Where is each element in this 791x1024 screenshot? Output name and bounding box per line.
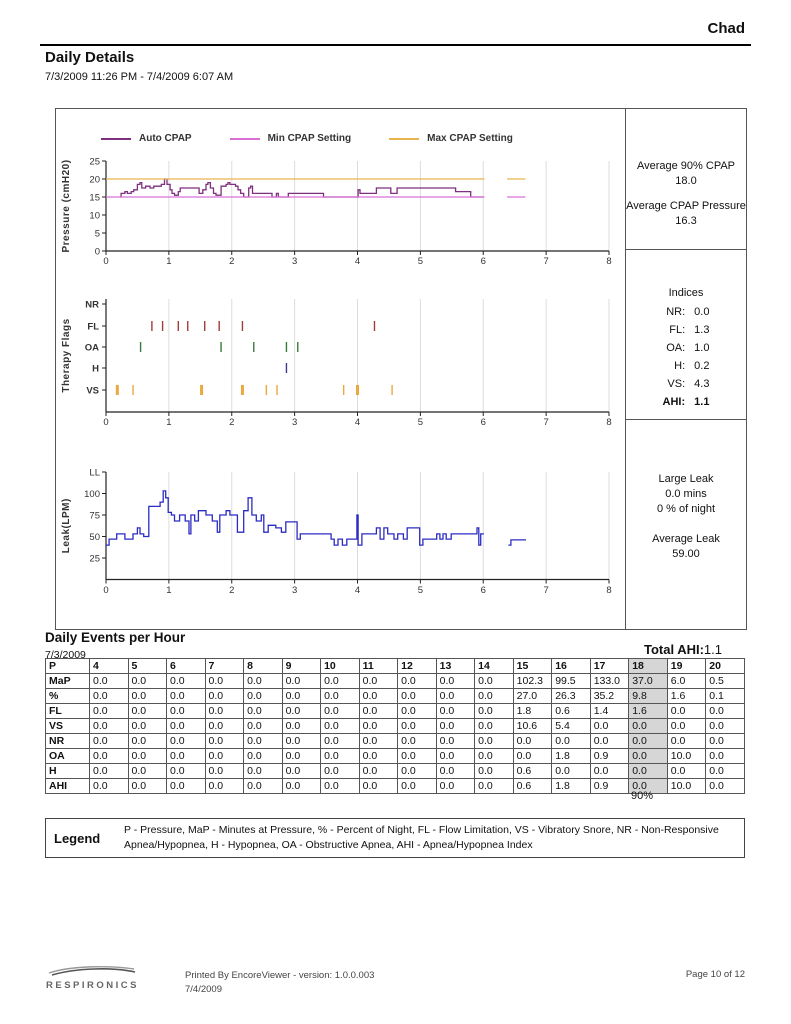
table-cell: 0.0 xyxy=(128,764,167,779)
svg-text:Therapy Flags: Therapy Flags xyxy=(61,318,72,393)
table-cell: 0.0 xyxy=(282,749,321,764)
column-header: 17 xyxy=(590,659,629,674)
row-label: H xyxy=(46,764,90,779)
svg-text:20: 20 xyxy=(89,174,100,186)
table-cell: 0.0 xyxy=(167,674,206,689)
table-cell: 1.6 xyxy=(629,704,668,719)
table-cell: 0.0 xyxy=(475,719,514,734)
table-cell: 0.0 xyxy=(282,719,321,734)
table-cell: 0.0 xyxy=(398,674,437,689)
svg-text:5: 5 xyxy=(94,228,100,240)
table-cell: 0.0 xyxy=(321,719,360,734)
table-cell: 0.0 xyxy=(282,689,321,704)
table-cell: 102.3 xyxy=(513,674,552,689)
svg-text:6: 6 xyxy=(480,256,486,267)
column-header: 16 xyxy=(552,659,591,674)
table-cell: 0.0 xyxy=(244,764,283,779)
svg-text:7: 7 xyxy=(543,256,549,267)
svg-text:2: 2 xyxy=(229,417,235,428)
table-cell: 0.0 xyxy=(90,779,129,794)
indices-list xyxy=(663,305,710,410)
svg-text:50: 50 xyxy=(89,532,100,543)
table-cell: 133.0 xyxy=(590,674,629,689)
table-cell: 0.0 xyxy=(513,749,552,764)
svg-text:LL: LL xyxy=(89,467,100,479)
table-cell: 0.0 xyxy=(436,704,475,719)
legend-box xyxy=(45,818,745,858)
table-cell: 0.0 xyxy=(244,734,283,749)
column-header: 8 xyxy=(244,659,283,674)
table-cell: 0.0 xyxy=(244,689,283,704)
table-cell: 0.0 xyxy=(359,764,398,779)
large-leak-mins: 0.0 mins xyxy=(665,488,707,500)
index-label: FL: xyxy=(669,324,686,336)
table-cell: 0.0 xyxy=(128,689,167,704)
table-cell: 0.0 xyxy=(321,749,360,764)
row-label: FL xyxy=(46,704,90,719)
table-cell: 0.0 xyxy=(436,764,475,779)
table-cell: 1.8 xyxy=(513,704,552,719)
index-value: 0.0 xyxy=(694,306,710,318)
table-cell: 0.0 xyxy=(590,734,629,749)
svg-text:1: 1 xyxy=(166,256,172,267)
table-cell: 0.0 xyxy=(398,749,437,764)
table-cell: 0.0 xyxy=(436,689,475,704)
table-cell: 0.0 xyxy=(590,764,629,779)
table-cell: 0.0 xyxy=(282,704,321,719)
table-cell: 0.0 xyxy=(244,749,283,764)
table-row xyxy=(46,764,745,779)
svg-text:3: 3 xyxy=(291,256,298,267)
svg-text:Leak(LPM): Leak(LPM) xyxy=(61,498,72,554)
table-cell: 0.0 xyxy=(244,779,283,794)
printed-date: 7/4/2009 xyxy=(185,984,222,995)
date-range: 7/3/2009 11:26 PM - 7/4/2009 6:07 AM xyxy=(45,71,234,83)
table-cell: 0.0 xyxy=(244,704,283,719)
svg-text:OA: OA xyxy=(84,342,99,354)
table-cell: 0.0 xyxy=(282,779,321,794)
highlight-column-note: 90% xyxy=(630,790,654,802)
events-table-date: 7/3/2009 xyxy=(45,649,86,661)
table-row xyxy=(46,749,745,764)
index-value: 4.3 xyxy=(694,378,710,390)
leak-stats-section xyxy=(626,420,746,629)
table-cell: 0.0 xyxy=(321,704,360,719)
column-header: 12 xyxy=(398,659,437,674)
avg-cpap-pressure-value: 16.3 xyxy=(675,215,697,227)
table-cell: 0.0 xyxy=(167,704,206,719)
table-cell: 27.0 xyxy=(513,689,552,704)
table-cell: 0.0 xyxy=(359,689,398,704)
svg-text:0: 0 xyxy=(103,417,109,428)
table-cell: 0.0 xyxy=(128,734,167,749)
svg-text:5: 5 xyxy=(417,256,424,267)
table-cell: 0.0 xyxy=(167,734,206,749)
printed-by xyxy=(185,969,374,997)
table-cell: 10.0 xyxy=(667,779,706,794)
index-value: 1.0 xyxy=(694,342,710,354)
svg-text:8: 8 xyxy=(606,256,612,267)
table-cell: 0.0 xyxy=(205,719,244,734)
table-cell: 0.0 xyxy=(475,749,514,764)
table-cell: 0.0 xyxy=(629,779,668,794)
svg-text:10: 10 xyxy=(89,210,100,222)
table-cell: 0.0 xyxy=(205,764,244,779)
table-cell: 0.0 xyxy=(667,704,706,719)
table-cell: 1.8 xyxy=(552,779,591,794)
svg-text:4: 4 xyxy=(354,256,361,267)
svg-text:0: 0 xyxy=(103,585,109,596)
table-cell: 0.0 xyxy=(552,764,591,779)
column-header: 9 xyxy=(282,659,321,674)
legend-box-label: Legend xyxy=(54,830,101,846)
column-header: 10 xyxy=(321,659,360,674)
table-cell: 26.3 xyxy=(552,689,591,704)
page-title: Daily Details xyxy=(45,49,135,66)
svg-text:3: 3 xyxy=(291,417,298,428)
table-cell: 0.0 xyxy=(359,704,398,719)
column-header: 15 xyxy=(513,659,552,674)
avg-leak-value: 59.00 xyxy=(672,548,700,560)
table-cell: 0.0 xyxy=(205,734,244,749)
table-cell: 6.0 xyxy=(667,674,706,689)
table-row xyxy=(46,719,745,734)
table-row xyxy=(46,674,745,689)
table-cell: 0.0 xyxy=(398,764,437,779)
charts-panel xyxy=(55,108,747,630)
logo-swoosh-icon xyxy=(46,964,138,977)
avg-cpap-pressure-label: Average CPAP Pressure xyxy=(626,200,746,212)
index-label: AHI: xyxy=(662,396,686,408)
table-cell: 0.0 xyxy=(167,749,206,764)
table-cell: 0.0 xyxy=(436,734,475,749)
therapy-flags-chart xyxy=(56,295,625,431)
index-value: 1.1 xyxy=(694,396,710,408)
svg-text:7: 7 xyxy=(543,417,549,428)
table-cell: 0.0 xyxy=(282,764,321,779)
column-header: 20 xyxy=(706,659,745,674)
table-cell: 0.9 xyxy=(590,779,629,794)
table-cell: 0.0 xyxy=(359,749,398,764)
table-cell: 0.0 xyxy=(552,734,591,749)
table-row xyxy=(46,704,745,719)
table-cell: 0.0 xyxy=(398,689,437,704)
printed-by-line: Printed By EncoreViewer - version: 1.0.0.003 xyxy=(185,970,375,981)
column-header: P xyxy=(46,659,90,674)
table-row xyxy=(46,734,745,749)
table-cell: 0.0 xyxy=(359,779,398,794)
table-cell: 37.0 xyxy=(629,674,668,689)
avg-90-cpap-value: 18.0 xyxy=(675,175,697,187)
table-cell: 0.0 xyxy=(205,704,244,719)
table-cell: 0.0 xyxy=(475,764,514,779)
table-cell: 0.0 xyxy=(629,719,668,734)
table-cell: 0.0 xyxy=(167,719,206,734)
table-cell: 0.0 xyxy=(706,779,745,794)
column-header: 5 xyxy=(128,659,167,674)
table-cell: 0.0 xyxy=(167,689,206,704)
leak-chart xyxy=(56,461,625,603)
table-cell: 0.0 xyxy=(282,734,321,749)
row-label: VS xyxy=(46,719,90,734)
column-header: 18 xyxy=(629,659,668,674)
charts-area xyxy=(56,109,625,629)
table-cell: 0.0 xyxy=(475,779,514,794)
svg-text:5: 5 xyxy=(417,417,424,428)
legend-label: Min CPAP Setting xyxy=(267,133,352,144)
legend-item xyxy=(230,133,352,144)
table-cell: 0.0 xyxy=(90,749,129,764)
svg-text:6: 6 xyxy=(480,585,486,596)
svg-text:Pressure (cmH20): Pressure (cmH20) xyxy=(61,159,72,253)
svg-text:7: 7 xyxy=(543,585,549,596)
table-cell: 0.0 xyxy=(321,764,360,779)
table-cell: 0.0 xyxy=(398,779,437,794)
table-cell: 0.1 xyxy=(706,689,745,704)
large-leak-label: Large Leak xyxy=(658,473,714,485)
svg-text:VS: VS xyxy=(86,385,99,397)
table-cell: 1.8 xyxy=(552,749,591,764)
column-header: 14 xyxy=(475,659,514,674)
table-cell: 0.0 xyxy=(475,734,514,749)
total-ahi xyxy=(520,642,722,657)
column-header: 13 xyxy=(436,659,475,674)
table-cell: 0.0 xyxy=(359,719,398,734)
table-cell: 0.0 xyxy=(205,689,244,704)
table-cell: 0.0 xyxy=(706,719,745,734)
table-cell: 0.0 xyxy=(629,764,668,779)
table-cell: 0.0 xyxy=(282,674,321,689)
table-header-row xyxy=(46,659,745,674)
svg-text:75: 75 xyxy=(89,510,100,522)
table-cell: 0.0 xyxy=(90,764,129,779)
svg-text:1: 1 xyxy=(166,585,172,596)
table-cell: 10.0 xyxy=(667,749,706,764)
index-label: NR: xyxy=(666,306,686,318)
avg-90-cpap-label: Average 90% CPAP xyxy=(636,160,736,172)
legend-swatch xyxy=(230,138,260,140)
pressure-stats-section xyxy=(626,109,746,250)
table-cell: 1.6 xyxy=(667,689,706,704)
index-label: H: xyxy=(674,360,686,372)
column-header: 19 xyxy=(667,659,706,674)
svg-text:NR: NR xyxy=(85,299,99,311)
table-cell: 5.4 xyxy=(552,719,591,734)
table-cell: 0.0 xyxy=(475,674,514,689)
row-label: NR xyxy=(46,734,90,749)
table-cell: 0.0 xyxy=(90,689,129,704)
svg-text:4: 4 xyxy=(354,417,361,428)
table-cell: 35.2 xyxy=(590,689,629,704)
table-cell: 0.0 xyxy=(475,704,514,719)
table-cell: 0.6 xyxy=(513,779,552,794)
svg-text:100: 100 xyxy=(84,489,100,500)
column-header: 4 xyxy=(90,659,129,674)
table-cell: 0.0 xyxy=(321,674,360,689)
table-cell: 0.0 xyxy=(436,674,475,689)
pressure-chart xyxy=(56,153,625,275)
table-cell: 0.6 xyxy=(513,764,552,779)
legend-swatch xyxy=(389,138,419,140)
table-cell: 0.0 xyxy=(667,734,706,749)
table-cell: 0.0 xyxy=(90,674,129,689)
table-cell: 0.0 xyxy=(90,734,129,749)
table-cell: 9.8 xyxy=(629,689,668,704)
table-cell: 0.0 xyxy=(706,704,745,719)
table-cell: 0.0 xyxy=(321,779,360,794)
row-label: % xyxy=(46,689,90,704)
table-cell: 0.0 xyxy=(205,749,244,764)
svg-text:25: 25 xyxy=(89,156,100,168)
table-cell: 0.0 xyxy=(128,779,167,794)
pressure-chart-legend xyxy=(101,133,513,144)
svg-text:2: 2 xyxy=(229,256,235,267)
svg-text:6: 6 xyxy=(480,417,486,428)
legend-swatch xyxy=(101,138,131,140)
avg-leak-label: Average Leak xyxy=(652,533,720,545)
legend-label: Auto CPAP xyxy=(139,133,192,144)
table-cell: 0.9 xyxy=(590,749,629,764)
table-cell: 99.5 xyxy=(552,674,591,689)
table-row xyxy=(46,689,745,704)
table-cell: 0.0 xyxy=(436,779,475,794)
table-cell: 0.0 xyxy=(167,779,206,794)
table-cell: 0.5 xyxy=(706,674,745,689)
table-cell: 0.0 xyxy=(321,689,360,704)
table-cell: 0.0 xyxy=(436,749,475,764)
table-cell: 0.0 xyxy=(244,674,283,689)
daily-events-table xyxy=(45,658,745,794)
svg-text:3: 3 xyxy=(291,585,298,596)
svg-text:8: 8 xyxy=(606,585,612,596)
logo-text: RESPIRONICS xyxy=(46,980,139,991)
svg-text:1: 1 xyxy=(166,417,172,428)
table-cell: 0.0 xyxy=(90,704,129,719)
table-cell: 0.0 xyxy=(128,749,167,764)
table-cell: 10.6 xyxy=(513,719,552,734)
row-label: OA xyxy=(46,749,90,764)
total-ahi-value: 1.1 xyxy=(703,642,722,657)
table-cell: 0.0 xyxy=(321,734,360,749)
table-cell: 0.0 xyxy=(128,674,167,689)
table-cell: 0.0 xyxy=(167,764,206,779)
table-cell: 0.0 xyxy=(128,704,167,719)
index-label: OA: xyxy=(666,342,686,354)
table-cell: 1.4 xyxy=(590,704,629,719)
large-leak-pct: 0 % of night xyxy=(656,503,716,515)
column-header: 11 xyxy=(359,659,398,674)
page-number: Page 10 of 12 xyxy=(685,969,745,980)
table-cell: 0.0 xyxy=(629,749,668,764)
table-cell: 0.0 xyxy=(90,719,129,734)
table-cell: 0.0 xyxy=(667,719,706,734)
svg-text:H: H xyxy=(92,363,99,375)
svg-text:25: 25 xyxy=(89,553,100,565)
svg-text:2: 2 xyxy=(229,585,235,596)
index-label: VS: xyxy=(667,378,686,390)
column-header: 6 xyxy=(167,659,206,674)
header-divider xyxy=(40,44,751,46)
row-label: AHI xyxy=(46,779,90,794)
table-cell: 0.0 xyxy=(244,719,283,734)
svg-text:0: 0 xyxy=(103,256,109,267)
column-header: 7 xyxy=(205,659,244,674)
table-cell: 0.6 xyxy=(552,704,591,719)
indices-section xyxy=(626,250,746,420)
row-label: MaP xyxy=(46,674,90,689)
table-cell: 0.0 xyxy=(205,674,244,689)
legend-label: Max CPAP Setting xyxy=(427,133,513,144)
table-cell: 0.0 xyxy=(398,719,437,734)
index-value: 1.3 xyxy=(694,324,710,336)
svg-text:FL: FL xyxy=(87,321,99,333)
stats-panel xyxy=(625,109,746,629)
legend-item xyxy=(101,133,192,144)
total-ahi-label: Total AHI: xyxy=(643,642,704,657)
table-cell: 0.0 xyxy=(475,689,514,704)
respironics-logo xyxy=(46,964,146,991)
legend-item xyxy=(389,133,513,144)
svg-text:4: 4 xyxy=(354,585,361,596)
table-cell: 0.0 xyxy=(513,734,552,749)
table-cell: 0.0 xyxy=(667,764,706,779)
svg-text:0: 0 xyxy=(94,246,100,258)
table-cell: 0.0 xyxy=(706,749,745,764)
svg-text:5: 5 xyxy=(417,585,424,596)
indices-title: Indices xyxy=(668,287,704,299)
table-cell: 0.0 xyxy=(398,704,437,719)
table-cell: 0.0 xyxy=(398,734,437,749)
table-cell: 0.0 xyxy=(359,674,398,689)
table-cell: 0.0 xyxy=(205,779,244,794)
table-cell: 0.0 xyxy=(590,719,629,734)
events-table-title: Daily Events per Hour xyxy=(45,630,186,645)
table-cell: 0.0 xyxy=(128,719,167,734)
table-cell: 0.0 xyxy=(359,734,398,749)
table-cell: 0.0 xyxy=(706,734,745,749)
patient-name: Chad xyxy=(707,20,745,37)
table-cell: 0.0 xyxy=(436,719,475,734)
table-cell: 0.0 xyxy=(629,734,668,749)
index-value: 0.2 xyxy=(694,360,710,372)
svg-text:8: 8 xyxy=(606,417,612,428)
table-cell: 0.0 xyxy=(706,764,745,779)
svg-text:15: 15 xyxy=(89,192,100,204)
legend-box-text: P - Pressure, MaP - Minutes at Pressure, % - Percent of Night, FL - Flow Limitation, VS - Vibratory Snore, NR - Non-Responsive Apnea/Hypopnea, H - Hypopnea, OA - Obstructive Apnea, AHI - Apnea/Hypopnea Index xyxy=(124,823,719,851)
